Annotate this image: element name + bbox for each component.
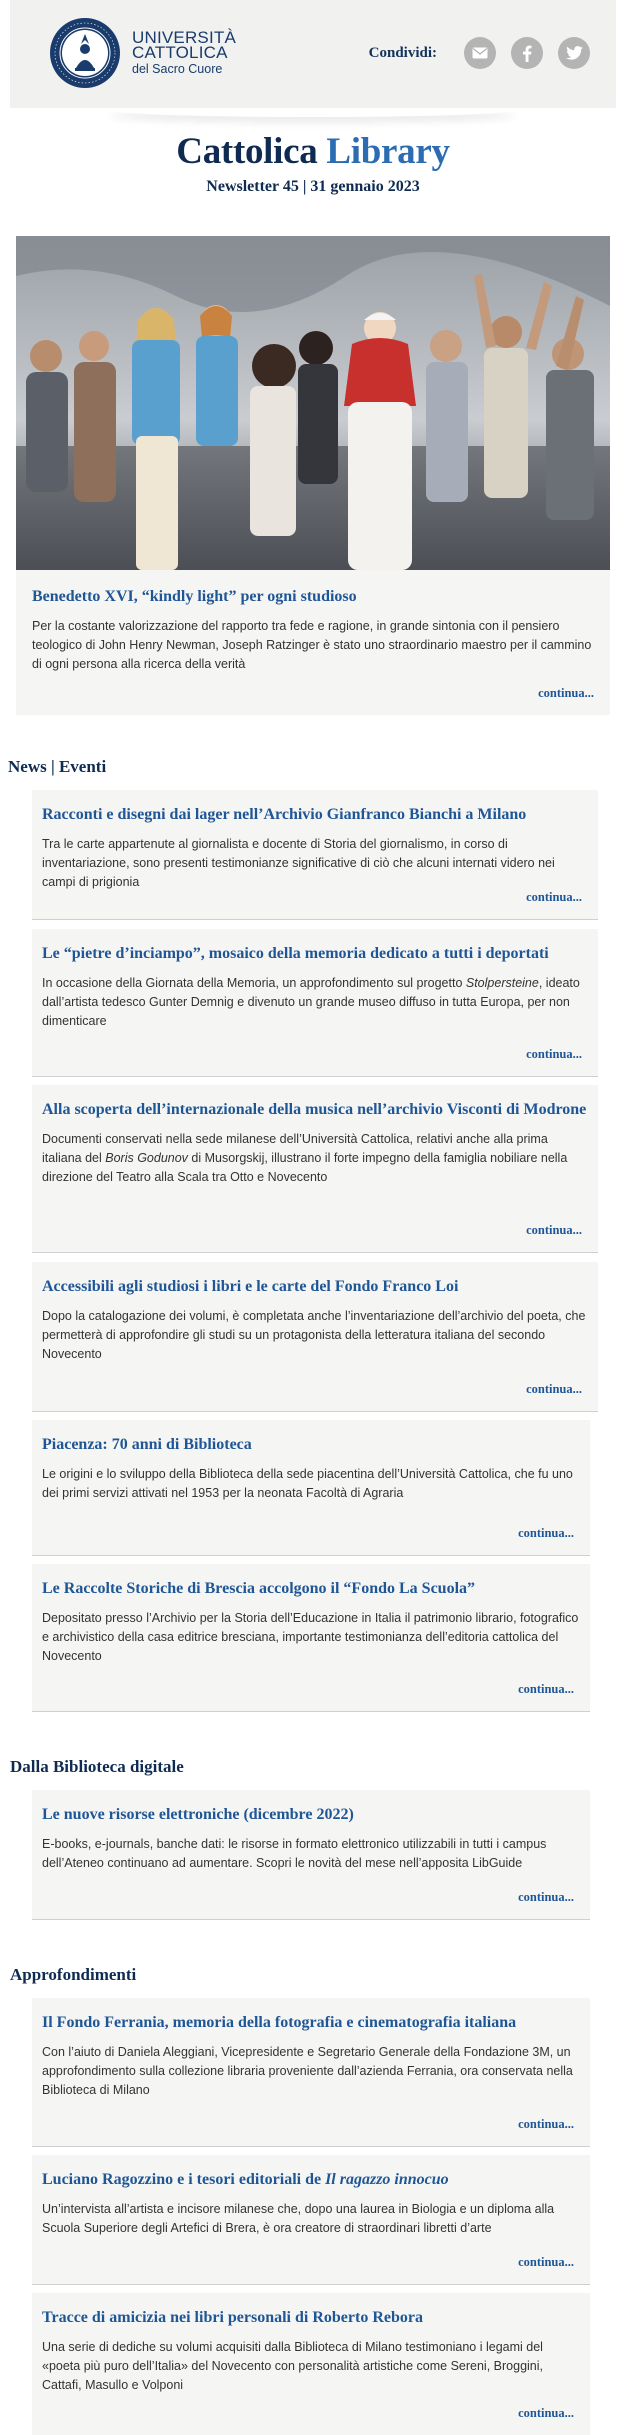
news-title[interactable]: Racconti e disegni dai lager nell’Archivio Gianfranco Bianchi a Milano <box>42 806 527 823</box>
hero-article-summary: Per la costante valorizzazione del rapporto tra fede e ragione, in grande sintonia con il pensiero teologico di John Henry Newman, Joseph Ratzinger è stato uno straordinario maestro per il cammino di ogni persona alla ricerca della verità <box>32 619 592 671</box>
news-card-visconti-di-modrone <box>32 1085 598 1253</box>
news-continua-link[interactable]: continua... <box>526 1047 582 1061</box>
news-card-fondo-franco-loi <box>32 1262 598 1412</box>
news-continua-link[interactable]: continua... <box>526 890 582 904</box>
hero-continua-link[interactable]: continua... <box>538 686 594 700</box>
section-title-approfondimenti: Approfondimenti <box>10 1965 137 1984</box>
twitter-icon <box>566 46 583 60</box>
digital-summary: E-books, e-journals, banche dati: le risorse in formato elettronico utilizzabili in tutti i campus dell’Ateneo continuano ad aumentare. Scopri le novità del mese nell’apposita LibGuide <box>42 1837 547 1870</box>
news-title[interactable]: Le Raccolte Storiche di Brescia accolgono il “Fondo La Scuola” <box>42 1580 476 1597</box>
masthead <box>0 130 626 196</box>
news-title[interactable]: Accessibili agli studiosi i libri e le carte del Fondo Franco Loi <box>42 1278 459 1295</box>
insight-continua-link[interactable]: continua... <box>518 2117 574 2131</box>
newsletter-issue: Newsletter 45 | 31 gennaio 2023 <box>206 178 420 195</box>
news-continua-link[interactable]: continua... <box>518 1526 574 1540</box>
logo-line-3: del Sacro Cuore <box>132 62 223 76</box>
logo-line-1: UNIVERSITÀ <box>132 28 237 47</box>
newsletter-title <box>0 130 626 173</box>
news-title[interactable]: Piacenza: 70 anni di Biblioteca <box>42 1436 252 1453</box>
news-title[interactable]: Alla scoperta dell’internazionale della musica nell’archivio Visconti di Modrone <box>42 1101 587 1118</box>
mail-icon <box>472 47 488 59</box>
news-continua-link[interactable]: continua... <box>526 1223 582 1237</box>
news-card-piacenza-biblioteca <box>32 1420 590 1556</box>
share-twitter-button[interactable] <box>558 37 590 69</box>
news-summary: Documenti conservati nella sede milanese dell’Università Cattolica, relativi anche alla prima italiana del Boris Godunov di Musorgskij, illustrano il forte impegno della famiglia nobiliare nella direzione del Teatro alla Scala tra Otto e Novecento <box>42 1132 568 1184</box>
news-summary: In occasione della Giornata della Memoria, un approfondimento sul progetto Stolpersteine, ideato dall’artista tedesco Gunter Demnig e divenuto un grande museo diffuso in tutta Europa, per non dimenticare <box>42 976 580 1028</box>
university-logo[interactable] <box>48 16 278 90</box>
hero-photo[interactable] <box>16 236 610 570</box>
insight-title[interactable]: Il Fondo Ferrania, memoria della fotografia e cinematografia italiana <box>42 2014 517 2031</box>
insight-summary: Con l’aiuto di Daniela Aleggiani, Vicepresidente e Segretario Generale della Fondazione 3M, un approfondimento sulla collezione libraria proveniente dall’azienda Ferrania, ora conservata nella Biblioteca di Milano <box>42 2045 573 2097</box>
insight-card-fondo-ferrania <box>32 1998 590 2147</box>
news-card-fondo-la-scuola <box>32 1564 590 1712</box>
hero-photo-illustration <box>16 236 610 570</box>
university-seal-icon <box>48 16 122 90</box>
share-label: Condividi: <box>368 44 437 61</box>
digital-title[interactable]: Le nuove risorse elettroniche (dicembre 2022) <box>42 1806 354 1823</box>
facebook-icon <box>522 45 532 62</box>
logo-wordmark <box>132 30 236 77</box>
insight-title[interactable]: Tracce di amicizia nei libri personali di Roberto Rebora <box>42 2309 423 2326</box>
digital-card-nuove-risorse <box>32 1790 590 1920</box>
insight-continua-link[interactable]: continua... <box>518 2406 574 2420</box>
insight-summary: Una serie di dediche su volumi acquisiti dalla Biblioteca di Milano testimoniano i legami del «poeta più puro dell’Italia» del Novecento con personalità artistiche come Sereni, Broggini, Cattafi, Masullo e Volponi <box>42 2340 543 2392</box>
section-title-biblioteca-digitale: Dalla Biblioteca digitale <box>10 1757 184 1776</box>
insight-card-luciano-ragozzino <box>32 2155 590 2285</box>
share-facebook-button[interactable] <box>511 37 543 69</box>
share-mail-button[interactable] <box>464 37 496 69</box>
news-title[interactable]: Le “pietre d’inciampo”, mosaico della memoria dedicato a tutti i deportati <box>42 945 549 962</box>
header-shadow <box>110 103 516 117</box>
news-continua-link[interactable]: continua... <box>526 1382 582 1396</box>
insight-title[interactable]: Luciano Ragozzino e i tesori editoriali de Il ragazzo innocuo <box>42 2171 449 2188</box>
header <box>10 0 616 108</box>
news-card-pietre-inciampo <box>32 929 598 1077</box>
news-summary: Le origini e lo sviluppo della Biblioteca della sede piacentina dell’Università Cattolica, che fu uno dei primi servizi attivati nel 1953 per la neonata Facoltà di Agraria <box>42 1467 573 1500</box>
news-summary: Dopo la catalogazione dei volumi, è completata anche l’inventariazione dell’archivio del poeta, che permetterà di approfondire gli studi su un protagonista della letteratura italiana del secondo Novecento <box>42 1309 586 1361</box>
hero-article-card <box>16 570 610 715</box>
news-summary: Depositato presso l’Archivio per la Storia dell’Educazione in Italia il patrimonio librario, fotografico e archivistico della casa editrice bresciana, importante testimonianza dell’editoria cattolica del Novecento <box>42 1611 579 1663</box>
news-card-gianfranco-bianchi <box>32 790 598 920</box>
insight-card-roberto-rebora <box>32 2293 590 2435</box>
logo-line-2: CATTOLICA <box>132 43 228 62</box>
section-title-news: News | Eventi <box>8 757 107 776</box>
news-summary: Tra le carte appartenute al giornalista e docente di Storia del giornalismo, in corso di inventariazione, sono presenti testimonianze significative di ciò che alcuni internati videro nei campi di prigionia <box>42 837 555 889</box>
title-part-library: Library <box>326 131 450 172</box>
digital-continua-link[interactable]: continua... <box>518 1890 574 1904</box>
hero-article-title[interactable]: Benedetto XVI, “kindly light” per ogni studioso <box>32 588 357 605</box>
insight-summary: Un’intervista all’artista e incisore milanese che, dopo una laurea in Biologia e un diploma alla Scuola Superiore degli Artefici di Brera, è ora creatore di straordinari libretti d’arte <box>42 2202 555 2235</box>
title-part-cattolica: Cattolica <box>176 131 318 172</box>
share-bar <box>369 36 590 70</box>
insight-continua-link[interactable]: continua... <box>518 2255 574 2269</box>
news-continua-link[interactable]: continua... <box>518 1682 574 1696</box>
